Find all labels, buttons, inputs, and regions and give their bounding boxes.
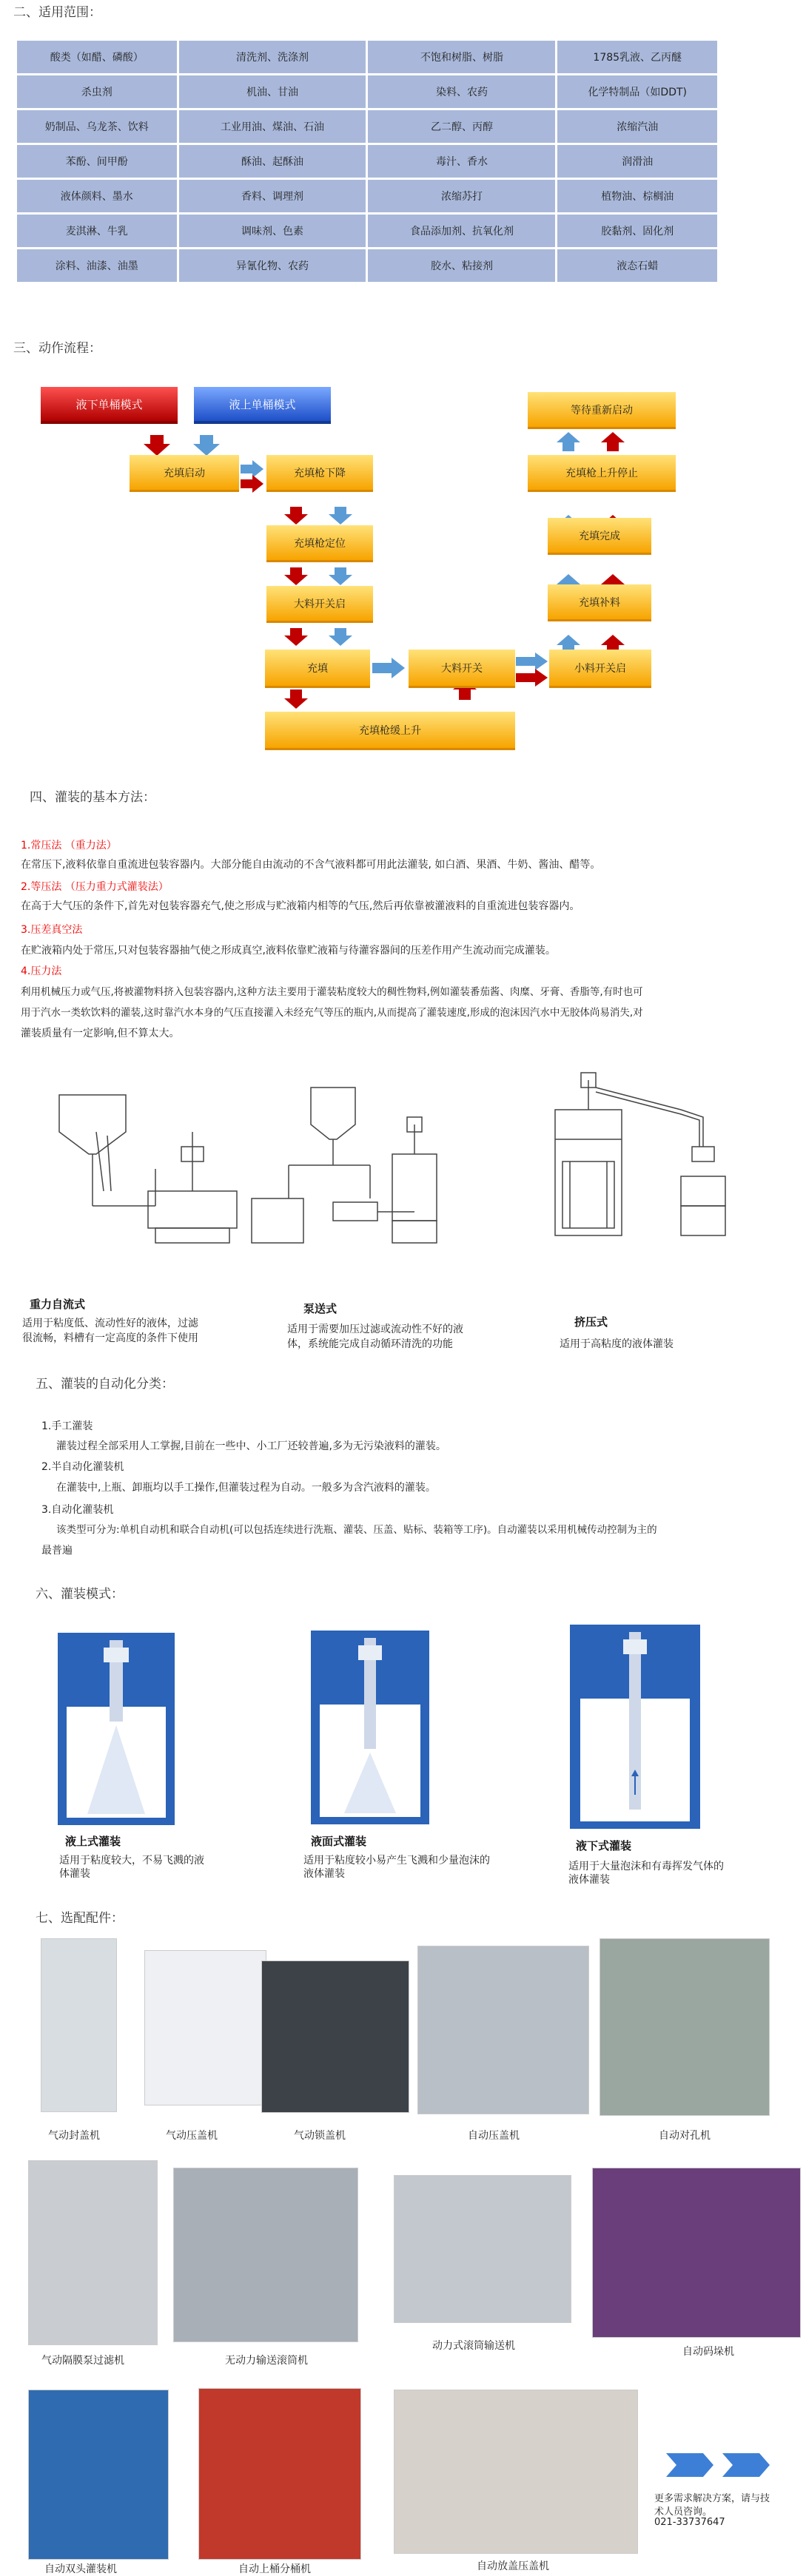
arrow-right-4 <box>516 653 548 670</box>
diagram-pump-text-2: 体，系统能完成自动循环清洗的功能 <box>287 1338 453 1350</box>
method-2-title: 2.等压法 （压力重力式灌装法） <box>21 881 169 893</box>
photo-hole-align <box>600 1938 770 2116</box>
scope-row <box>17 41 717 73</box>
item-12: 自动放盖压盖机 <box>477 2560 549 2572</box>
auto-1-text: 灌装过程全部采用人工掌握,目前在一些中、小工厂还较普遍,多为无污染液料的灌装。 <box>56 1440 446 1452</box>
scope-cell: 杀虫剂 <box>17 75 177 108</box>
flow-gun-up-stop: 充填枪上升停止 <box>528 455 676 492</box>
flow-start: 充填启动 <box>130 455 239 492</box>
photo-stacker <box>592 2168 801 2338</box>
photo-double-head <box>28 2390 169 2560</box>
scope-cell: 胶水、粘接剂 <box>368 249 555 282</box>
auto-1: 1.手工灌装 <box>41 1420 93 1432</box>
mode-surface-text-2: 液体灌装 <box>303 1868 345 1880</box>
flow-slow-up: 充填枪缓上升 <box>265 712 515 750</box>
mode-surface-title: 液面式灌装 <box>311 1835 367 1848</box>
mode-above-liquid: 液上单桶模式 <box>194 387 331 424</box>
method-3-title: 3.压差真空法 <box>21 924 83 936</box>
diagram-gravity-text-1: 适用于粘度低、流动性好的液体，过滤 <box>22 1318 198 1329</box>
section-automation-title: 五、灌装的自动化分类： <box>36 1377 174 1392</box>
mode-above-text-1: 适用于粘度较大，不易飞溅的液 <box>59 1855 204 1867</box>
scope-cell: 机油、甘油 <box>179 75 366 108</box>
section-flow-title: 三、动作流程： <box>13 341 101 356</box>
arrow-up-7 <box>557 432 580 451</box>
method-1-text: 在常压下,液料依靠自重流进包装容器内。大部分能自由流动的不含气液料都可用此法灌装, 如白酒、果酒、牛奶、酱油、醋等。 <box>21 859 601 871</box>
arrow-red-4 <box>284 628 308 646</box>
scope-cell: 不饱和树脂、树脂 <box>368 41 555 73</box>
method-3-text: 在贮液箱内处于常压,只对包装容器抽气使之形成真空,液料依靠贮液箱与待灌容器间的压差作用产生流动而完成灌装。 <box>21 945 556 957</box>
scope-cell: 化学特制品（如DDT) <box>557 75 717 108</box>
method-4-title: 4.压力法 <box>21 965 62 977</box>
mode-above-image <box>58 1633 175 1825</box>
scope-cell: 麦淇淋、牛乳 <box>17 215 177 247</box>
flow-gun-down: 充填枪下降 <box>266 455 373 492</box>
arrow-right-1 <box>241 460 263 478</box>
section-modes-title: 六、灌装模式： <box>36 1587 124 1602</box>
item-11: 自动上桶分桶机 <box>238 2563 311 2575</box>
scope-cell: 植物油、棕榈油 <box>557 180 717 212</box>
arrow-blue-3 <box>329 567 352 585</box>
photo-roller-powered <box>394 2175 571 2323</box>
arrow-blue-4 <box>329 628 352 646</box>
arrow-right-3 <box>372 658 405 678</box>
arrow-right-5 <box>516 669 548 687</box>
scope-cell: 液体颜料、墨水 <box>17 180 177 212</box>
method-4-line-1: 利用机械压力或气压,将被灌物料挤入包装容器内,这种方法主要用于灌装粘度较大的稠性物料,例如灌装番茄酱、肉糜、牙膏、香脂等,有时也可 <box>21 986 643 998</box>
scope-table <box>15 38 719 284</box>
mode-below-text-1: 适用于大量泡沫和有毒挥发气体的 <box>568 1861 724 1872</box>
method-1-title: 1.常压法 （重力法） <box>21 840 117 852</box>
scope-row <box>17 215 717 247</box>
scope-cell: 浓缩汽油 <box>557 110 717 143</box>
mode-surface-text-1: 适用于粘度较小易产生飞溅和少量泡沫的 <box>303 1855 490 1867</box>
item-8: 动力式滚筒输送机 <box>432 2340 515 2352</box>
photo-diaphragm <box>28 2160 158 2345</box>
scope-row <box>17 75 717 108</box>
contact-text-1: 更多需求解决方案，请与技 <box>654 2493 770 2504</box>
diagram-pump-title: 泵送式 <box>303 1302 337 1315</box>
scope-cell: 润滑油 <box>557 145 717 178</box>
method-4-line-2: 用于汽水一类软饮料的灌装,这时靠汽水本身的气压直接灌入未经充气等压的瓶内,从而提高了灌装速度,形成的泡沫因汽水中无胶体尚易消失,对 <box>21 1007 643 1019</box>
mode-below-text-2: 液体灌装 <box>568 1874 610 1886</box>
scope-row <box>17 145 717 178</box>
arrow-red-2 <box>284 507 308 525</box>
item-3: 气动锁盖机 <box>294 2130 346 2142</box>
mode-above-title: 液上式灌装 <box>65 1835 121 1848</box>
item-1: 气动封盖机 <box>48 2130 100 2142</box>
item-7: 无动力输送滚筒机 <box>225 2355 308 2367</box>
scope-cell: 清洗剂、洗涤剂 <box>179 41 366 73</box>
arrow-right-2 <box>241 475 263 493</box>
item-6: 气动隔膜泵过滤机 <box>41 2355 124 2367</box>
scope-cell: 酸类（如醋、磷酸） <box>17 41 177 73</box>
contact-text-2: 术人员咨询。 <box>654 2506 713 2518</box>
auto-2: 2.半自动化灌装机 <box>41 1461 124 1473</box>
scope-cell: 香料、调理剂 <box>179 180 366 212</box>
auto-3-text-2: 最普遍 <box>41 1545 73 1557</box>
arrow-red-3 <box>284 567 308 585</box>
flow-big-switch: 大料开关 <box>409 650 515 688</box>
flow-small-on: 小料开关启 <box>549 650 651 688</box>
method-2-text: 在高于大气压的条件下,首先对包装容器充气,使之形成与贮液箱内相等的气压,然后再依靠被灌液料的自重流进包装容器内。 <box>21 900 580 912</box>
item-10: 自动双头灌装机 <box>44 2563 117 2575</box>
photo-bucket-feeder <box>198 2388 361 2560</box>
arrow-up-8 <box>601 432 625 451</box>
next-arrows-icon <box>666 2450 777 2480</box>
squeeze-diagram <box>533 1065 748 1243</box>
scope-cell: 食品添加剂、抗氧化剂 <box>368 215 555 247</box>
scope-cell: 1785乳液、乙丙醚 <box>557 41 717 73</box>
photo-capping <box>41 1938 117 2112</box>
scope-cell: 奶制品、乌龙茶、饮料 <box>17 110 177 143</box>
method-4-line-3: 灌装质量有一定影响,但不算太大。 <box>21 1028 180 1039</box>
scope-row <box>17 110 717 143</box>
scope-cell: 毒汁、香水 <box>368 145 555 178</box>
diagram-squeeze-text: 适用于高粘度的液体灌装 <box>560 1338 674 1350</box>
mode-above-text-2: 体灌装 <box>59 1868 90 1880</box>
contact-phone: 021-33737647 <box>654 2517 725 2528</box>
photo-auto-press <box>417 1946 589 2114</box>
auto-2-text: 在灌装中,上瓶、卸瓶均以手工操作,但灌装过程为自动。一般多为含汽液料的灌装。 <box>56 1482 436 1494</box>
auto-3-text: 该类型可分为:单机自动机和联合自动机(可以包括连续进行洗瓶、灌装、压盖、贴标、装箱等工序)。自动灌装以采用机械传动控制为主的 <box>56 1524 657 1536</box>
diagram-squeeze-title: 挤压式 <box>574 1315 608 1329</box>
item-2: 气动压盖机 <box>166 2130 218 2142</box>
scope-cell: 乙二醇、丙醇 <box>368 110 555 143</box>
item-5: 自动对孔机 <box>659 2130 711 2142</box>
arrow-blue-2 <box>329 507 352 525</box>
scope-row <box>17 249 717 282</box>
scope-cell: 染料、农药 <box>368 75 555 108</box>
flow-wait-restart: 等待重新启动 <box>528 392 676 429</box>
pump-diagram <box>244 1080 451 1250</box>
mode-below-title: 液下式灌装 <box>576 1839 632 1852</box>
mode-surface-image <box>311 1631 429 1824</box>
mode-below-image <box>570 1625 700 1829</box>
mode-below-liquid: 液下单桶模式 <box>41 387 178 424</box>
section-accessories-title: 七、选配配件： <box>36 1911 124 1926</box>
flow-fill-done: 充填完成 <box>548 518 651 555</box>
flow-refill: 充填补料 <box>548 584 651 621</box>
photo-roller-free <box>173 2168 358 2342</box>
arrow-red-5 <box>284 689 308 709</box>
diagram-gravity-text-2: 很流畅，料槽有一定高度的条件下使用 <box>22 1332 198 1344</box>
scope-cell: 异氰化物、农药 <box>179 249 366 282</box>
scope-row <box>17 180 717 212</box>
scope-cell: 浓缩苏打 <box>368 180 555 212</box>
scope-cell: 调味剂、色素 <box>179 215 366 247</box>
arrow-red-1 <box>144 435 170 456</box>
scope-cell: 胶黏剂、固化剂 <box>557 215 717 247</box>
item-4: 自动压盖机 <box>468 2130 520 2142</box>
scope-cell: 酥油、起酥油 <box>179 145 366 178</box>
scope-cell: 涂料、油漆、油墨 <box>17 249 177 282</box>
diagram-pump-text-1: 适用于需要加压过滤或流动性不好的液 <box>287 1324 463 1335</box>
auto-3: 3.自动化灌装机 <box>41 1504 114 1516</box>
photo-locking <box>261 1960 409 2113</box>
section-methods-title: 四、灌装的基本方法： <box>30 790 155 805</box>
gravity-diagram <box>44 1080 244 1250</box>
section-scope-title: 二、适用范围： <box>13 5 101 20</box>
photo-pressing <box>144 1950 266 2105</box>
photo-lid-placer <box>394 2390 638 2554</box>
diagram-gravity-title: 重力自流式 <box>30 1298 86 1311</box>
flow-fill: 充填 <box>265 650 370 688</box>
item-9: 自动码垛机 <box>682 2346 734 2358</box>
scope-cell: 液态石蜡 <box>557 249 717 282</box>
arrow-blue-1 <box>193 435 220 456</box>
flow-big-on: 大料开关启 <box>266 586 373 623</box>
flow-gun-position: 充填枪定位 <box>266 525 373 562</box>
scope-cell: 苯酚、间甲酚 <box>17 145 177 178</box>
scope-cell: 工业用油、煤油、石油 <box>179 110 366 143</box>
